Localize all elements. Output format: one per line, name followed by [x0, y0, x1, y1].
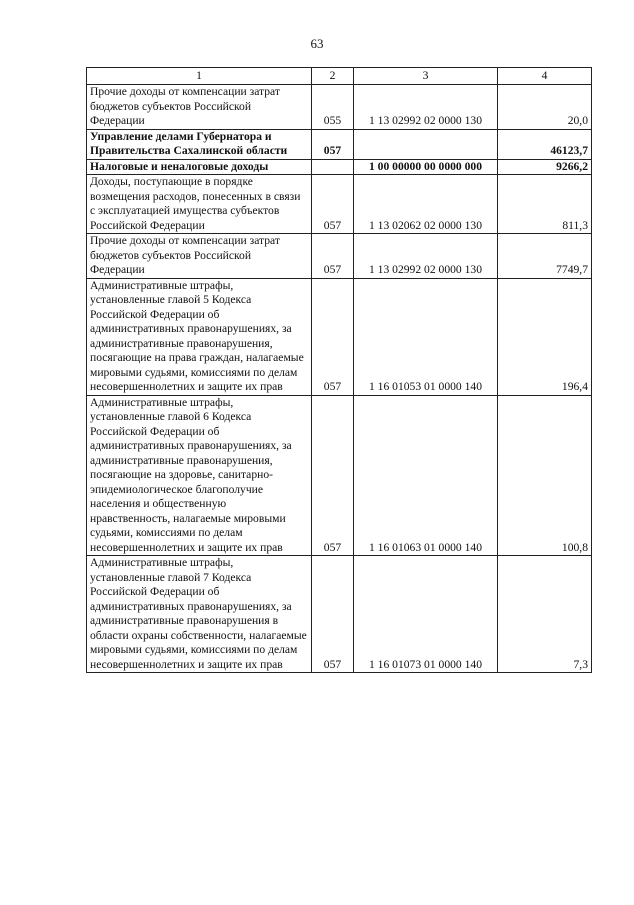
- row-amount-cell: 100,8: [498, 395, 592, 556]
- row-kbk-cell: 1 13 02062 02 0000 130: [354, 175, 498, 234]
- row-code-cell: 055: [312, 85, 354, 130]
- row-amount-cell: 7,3: [498, 556, 592, 673]
- row-code-cell: 057: [312, 175, 354, 234]
- row-name-cell: Прочие доходы от компенсации затрат бюджетов субъектов Российской Федерации: [87, 85, 312, 130]
- row-name-cell: Административные штрафы, установленные главой 5 Кодекса Российской Федерации об административных правонарушениях, за административные правонарушения, посягающие на права граждан, налагаемые мировыми судьями, комиссиями по делам несовершеннолетних и защите их прав: [87, 278, 312, 395]
- row-name-cell: Административные штрафы, установленные главой 7 Кодекса Российской Федерации об административных правонарушениях, за административные правонарушения в области охраны собственности, налагаемые мировыми судьями, комиссиями по делам несовершеннолетних и защите их прав: [87, 556, 312, 673]
- table-row: [87, 85, 592, 130]
- row-amount-cell: 811,3: [498, 175, 592, 234]
- row-name-cell: Налоговые и неналоговые доходы: [87, 159, 312, 175]
- table-row: [87, 556, 592, 673]
- row-amount-cell: 196,4: [498, 278, 592, 395]
- row-kbk-cell: 1 13 02992 02 0000 130: [354, 85, 498, 130]
- row-name-cell: Административные штрафы, установленные главой 6 Кодекса Российской Федерации об административных правонарушениях, за административные правонарушения, посягающие на здоровье, санитарно-эпидемиологическое благополучие населения и общественную нравственность, налагаемые мировыми судьями, комиссиями по делам несовершеннолетних и защите их прав: [87, 395, 312, 556]
- row-code-cell: 057: [312, 278, 354, 395]
- row-name-cell: Управление делами Губернатора и Правительства Сахалинской области: [87, 129, 312, 159]
- table-row: [87, 395, 592, 556]
- row-kbk-cell: 1 16 01073 01 0000 140: [354, 556, 498, 673]
- row-kbk-cell: 1 00 00000 00 0000 000: [354, 159, 498, 175]
- row-kbk-cell: 1 13 02992 02 0000 130: [354, 234, 498, 279]
- header-col-2: 2: [312, 68, 354, 85]
- header-col-4: 4: [498, 68, 592, 85]
- row-kbk-cell: [354, 129, 498, 159]
- row-amount-cell: 46123,7: [498, 129, 592, 159]
- row-kbk-cell: 1 16 01063 01 0000 140: [354, 395, 498, 556]
- row-name-cell: Доходы, поступающие в порядке возмещения расходов, понесенных в связи с эксплуатацией имущества субъектов Российской Федерации: [87, 175, 312, 234]
- row-amount-cell: 20,0: [498, 85, 592, 130]
- table-row: [87, 175, 592, 234]
- row-kbk-cell: 1 16 01053 01 0000 140: [354, 278, 498, 395]
- row-code-cell: 057: [312, 395, 354, 556]
- row-code-cell: 057: [312, 129, 354, 159]
- table-row: [87, 278, 592, 395]
- row-code-cell: [312, 159, 354, 175]
- table-row: [87, 159, 592, 175]
- revenue-table: [86, 67, 592, 673]
- table-row: [87, 129, 592, 159]
- page-number: 63: [310, 36, 324, 51]
- row-amount-cell: 7749,7: [498, 234, 592, 279]
- header-col-3: 3: [354, 68, 498, 85]
- table-header-row: [87, 68, 592, 85]
- row-code-cell: 057: [312, 556, 354, 673]
- row-name-cell: Прочие доходы от компенсации затрат бюджетов субъектов Российской Федерации: [87, 234, 312, 279]
- row-amount-cell: 9266,2: [498, 159, 592, 175]
- header-col-1: 1: [87, 68, 312, 85]
- table-row: [87, 234, 592, 279]
- row-code-cell: 057: [312, 234, 354, 279]
